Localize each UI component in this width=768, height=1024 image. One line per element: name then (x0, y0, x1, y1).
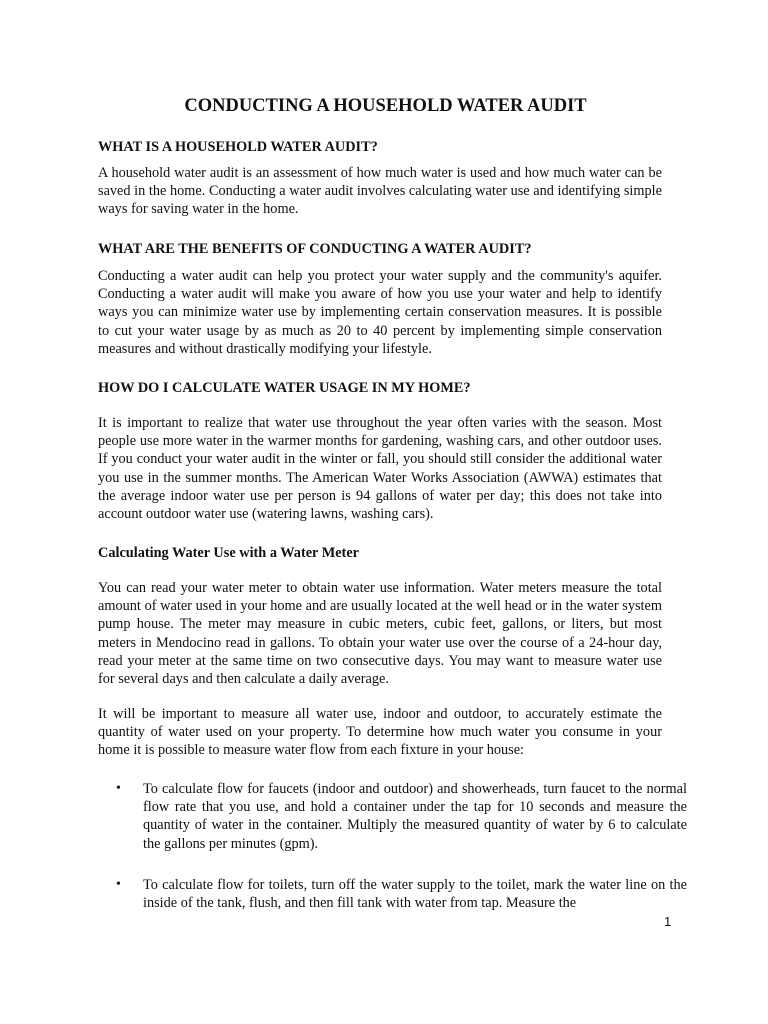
paragraph-water-meter: You can read your water meter to obtain water use information. Water meters measure the total amount of water used in your home and are usually located at the well head or in the water system pump house. The meter may measure in cubic meters, cubic feet, gallons, or liters, but most meters in Mendocino read in gallons. To obtain your water use over the course of a 24-hour day, read your meter at the same time on two consecutive days. You may want to measure water use for several days and then calculate a daily average. (98, 580, 662, 688)
paragraph-benefits: Conducting a water audit can help you protect your water supply and the community's aquifer. Conducting a water audit will make you aware of how you use your water and help to identify ways you can minimize water use by implementing certain conservation measures. It is possible to cut your water usage by as much as 20 to 40 percent by implementing simple conservation measures and without drastically modifying your lifestyle. (98, 268, 662, 357)
section-heading-calculate-usage: HOW DO I CALCULATE WATER USAGE IN MY HOME? (98, 380, 471, 396)
paragraph-what-is-audit: A household water audit is an assessment of how much water is used and how much water can be saved in the home. Conducting a water audit involves calculating water use and identifying simple ways for saving water in the home. (98, 165, 662, 218)
bullet-icon: • (116, 781, 121, 796)
bullet-icon: • (116, 877, 121, 892)
paragraph-calculate-usage: It is important to realize that water use throughout the year often varies with the season. Most people use more water in the warmer months for gardening, washing cars, and other outdoor uses. If you conduct your water audit in the winter or fall, you should still consider the additional water you use in the summer months. The American Water Works Association (AWWA) estimates that the average indoor water use per person is 94 gallons of water per day; this does not take into account outdoor water use (watering lawns, washing cars). (98, 415, 662, 523)
document-title: CONDUCTING A HOUSEHOLD WATER AUDIT (184, 96, 587, 116)
section-heading-what-is-audit: WHAT IS A HOUSEHOLD WATER AUDIT? (98, 139, 378, 155)
paragraph-measure-all-use: It will be important to measure all water use, indoor and outdoor, to accurately estimate the quantity of water used on your property. To determine how much water you consume in your home it is possible to measure water flow from each fixture in your house: (98, 706, 662, 759)
subheading-water-meter: Calculating Water Use with a Water Meter (98, 545, 360, 561)
section-heading-benefits: WHAT ARE THE BENEFITS OF CONDUCTING A WATER AUDIT? (98, 241, 532, 257)
page-number: 1 (664, 914, 672, 929)
list-item-text: To calculate flow for faucets (indoor and outdoor) and showerheads, turn faucet to the normal flow rate that you use, and hold a container under the tap for 10 seconds and measure the quantity of water in the container. Multiply the measured quantity of water by 6 to calculate the gallons per minutes (gpm). (143, 781, 687, 852)
list-item-text: To calculate flow for toilets, turn off the water supply to the toilet, mark the water line on the inside of the tank, flush, and then fill tank with water from tap. Measure the (143, 877, 687, 912)
